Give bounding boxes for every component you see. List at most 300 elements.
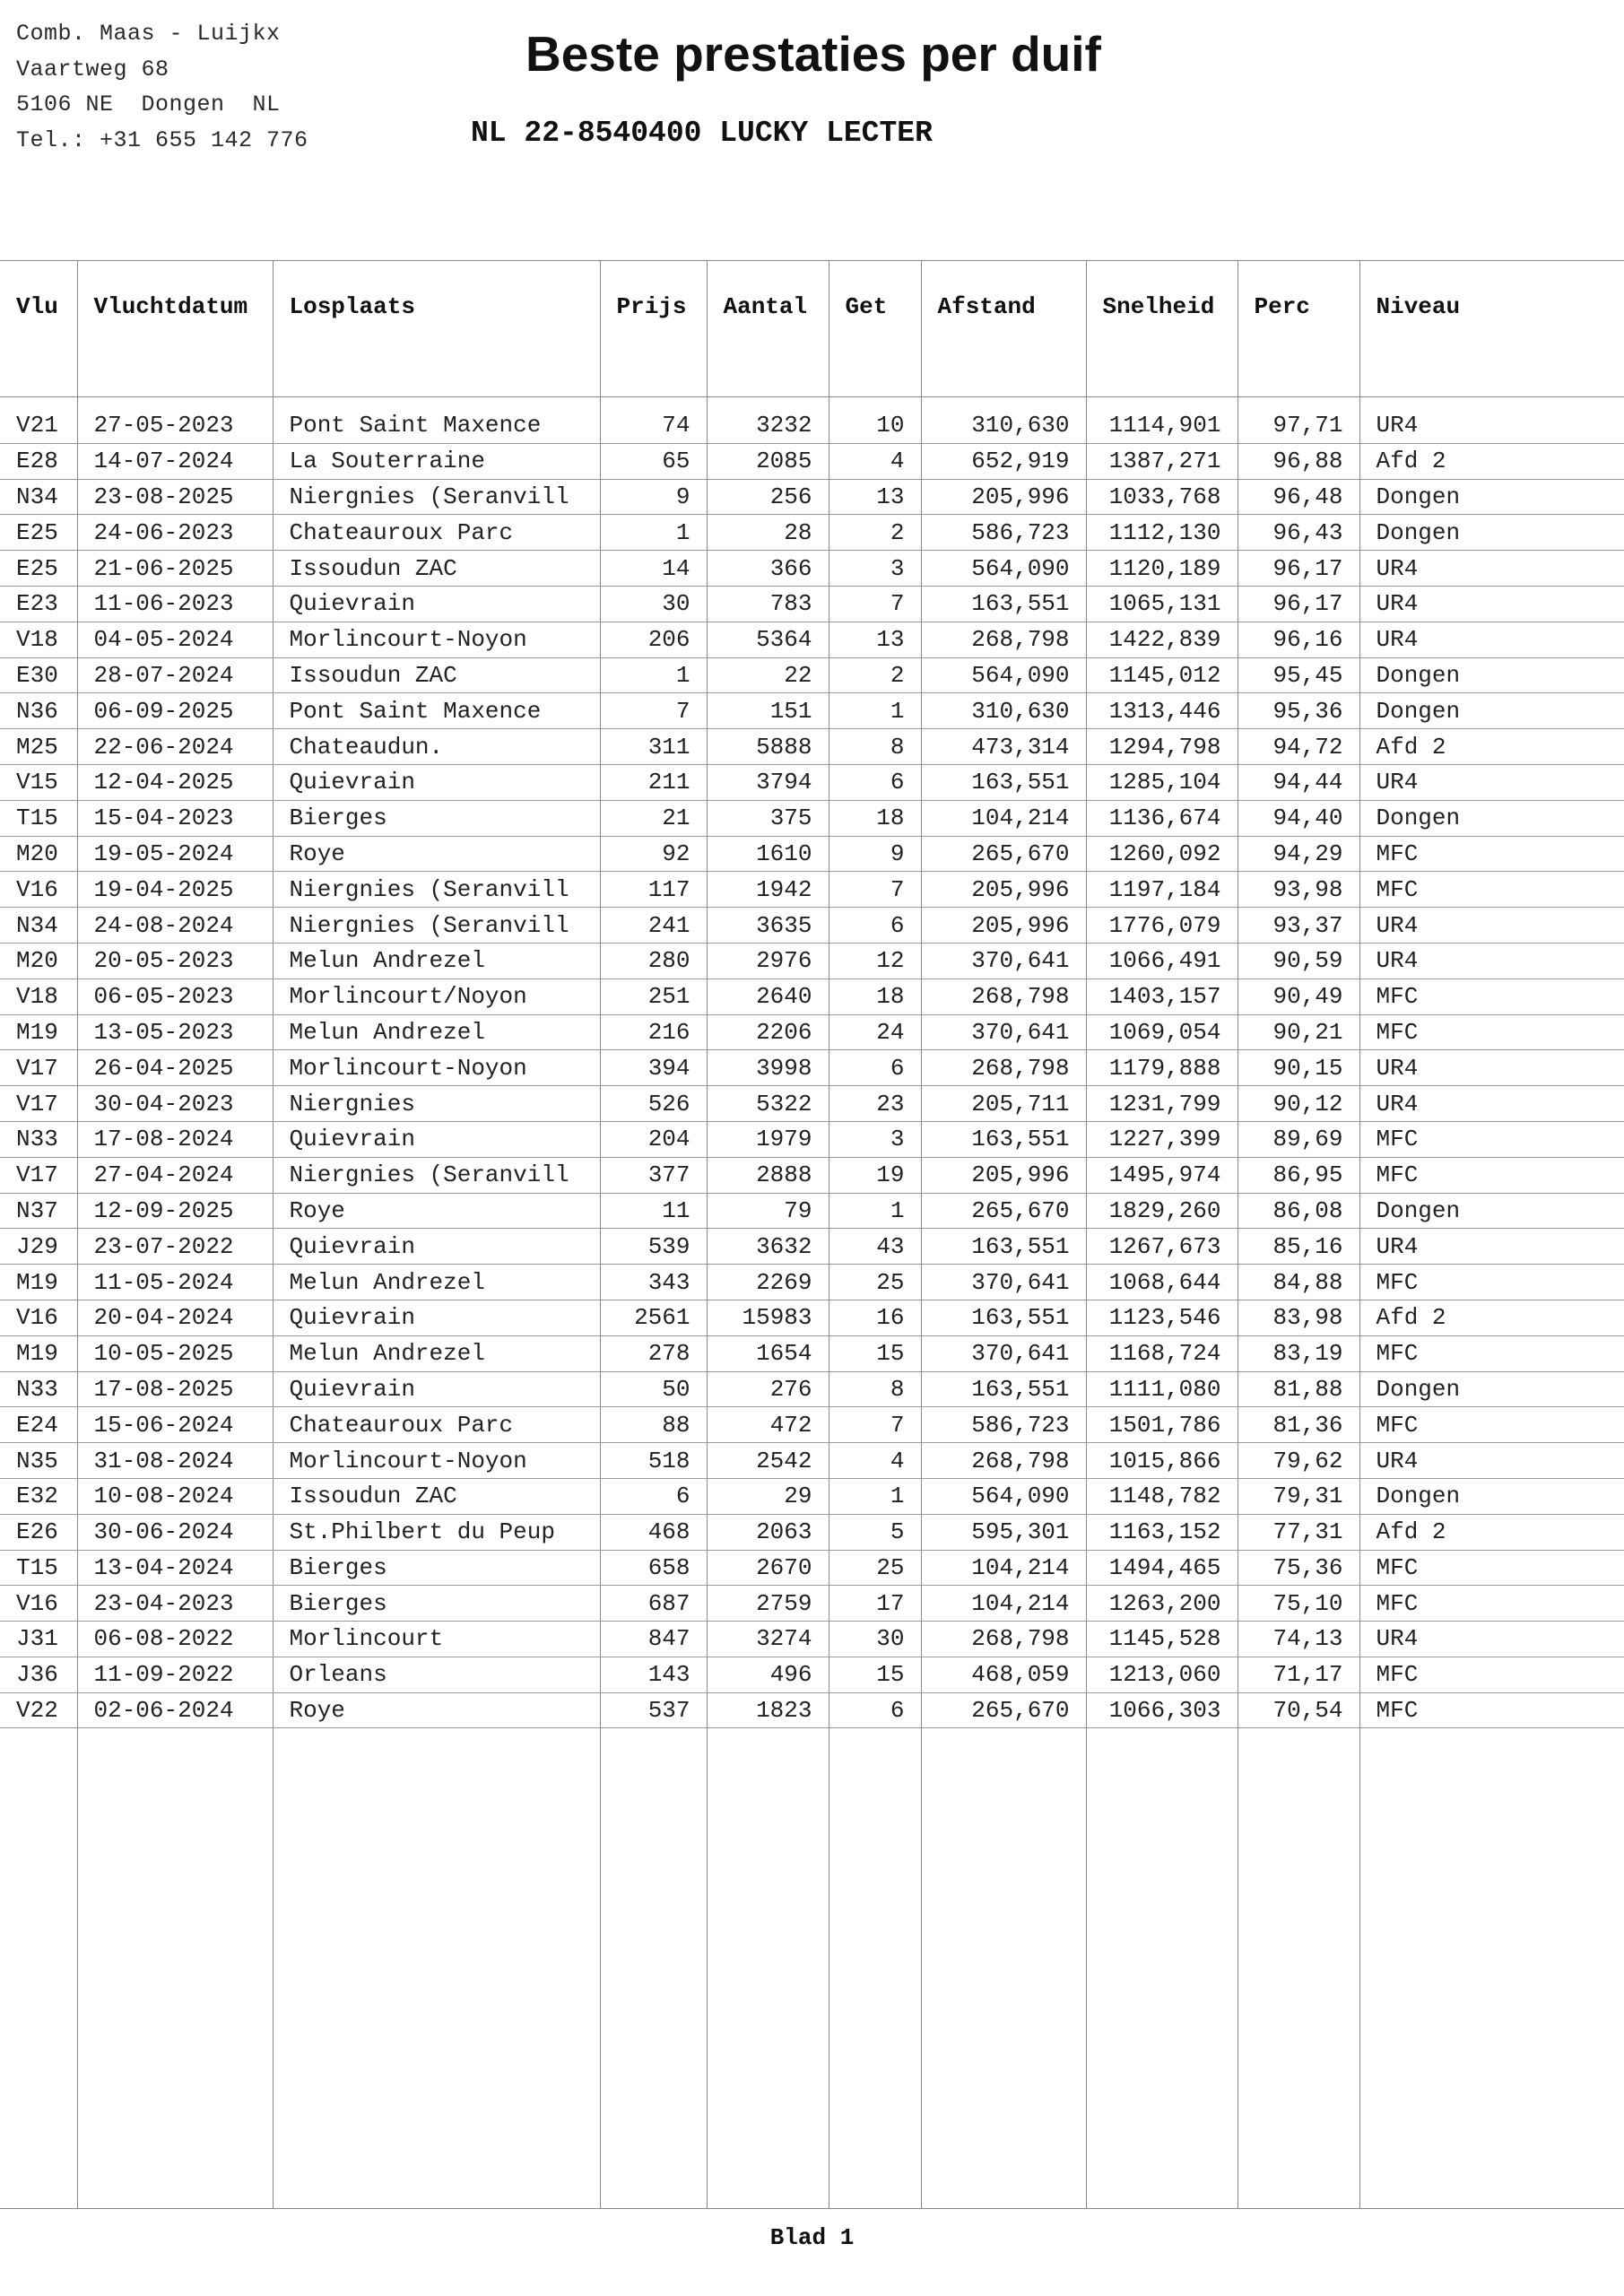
performance-table bbox=[0, 260, 1624, 2209]
cell-get: 9 bbox=[829, 836, 921, 872]
cell-perc: 75,10 bbox=[1238, 1586, 1359, 1622]
table-row bbox=[0, 1335, 1624, 1371]
table-row bbox=[0, 622, 1624, 657]
table-row bbox=[0, 729, 1624, 765]
cell-prijs: 518 bbox=[600, 1443, 707, 1479]
cell-afstand: 265,670 bbox=[921, 836, 1086, 872]
table-row bbox=[0, 1193, 1624, 1229]
cell-vlu: M20 bbox=[0, 943, 77, 978]
cell-niveau: UR4 bbox=[1359, 551, 1624, 587]
cell-aantal: 5364 bbox=[707, 622, 829, 657]
cell-prijs: 50 bbox=[600, 1371, 707, 1407]
table-row bbox=[0, 943, 1624, 978]
cell-afstand: 205,711 bbox=[921, 1086, 1086, 1122]
cell-get: 1 bbox=[829, 1193, 921, 1229]
cell-aantal: 5888 bbox=[707, 729, 829, 765]
cell-losplaats: La Souterraine bbox=[273, 443, 600, 479]
cell-aantal: 28 bbox=[707, 515, 829, 551]
cell-afstand: 370,641 bbox=[921, 1265, 1086, 1300]
cell-niveau: MFC bbox=[1359, 1550, 1624, 1586]
cell-vlu: V17 bbox=[0, 1157, 77, 1193]
cell-snelheid: 1069,054 bbox=[1086, 1014, 1238, 1050]
cell-niveau: Dongen bbox=[1359, 479, 1624, 515]
cell-vlu: E24 bbox=[0, 1407, 77, 1443]
cell-losplaats: Bierges bbox=[273, 1550, 600, 1586]
cell-vlu: M19 bbox=[0, 1265, 77, 1300]
cell-niveau: UR4 bbox=[1359, 764, 1624, 800]
cell-prijs: 74 bbox=[600, 408, 707, 443]
cell-aantal: 2206 bbox=[707, 1014, 829, 1050]
cell-get: 6 bbox=[829, 764, 921, 800]
cell-snelheid: 1136,674 bbox=[1086, 800, 1238, 836]
cell-vluchtdatum: 30-06-2024 bbox=[77, 1514, 273, 1550]
cell-prijs: 847 bbox=[600, 1622, 707, 1657]
cell-vlu: V17 bbox=[0, 1086, 77, 1122]
cell-vlu: V22 bbox=[0, 1692, 77, 1728]
cell-niveau: MFC bbox=[1359, 1121, 1624, 1157]
cell-losplaats: Issoudun ZAC bbox=[273, 1478, 600, 1514]
cell-vlu: N33 bbox=[0, 1121, 77, 1157]
cell-niveau: Dongen bbox=[1359, 1478, 1624, 1514]
cell-vluchtdatum: 06-08-2022 bbox=[77, 1622, 273, 1657]
cell-prijs: 11 bbox=[600, 1193, 707, 1229]
cell-aantal: 3232 bbox=[707, 408, 829, 443]
table-row bbox=[0, 1229, 1624, 1265]
cell-prijs: 206 bbox=[600, 622, 707, 657]
cell-vlu: E25 bbox=[0, 515, 77, 551]
cell-aantal: 2976 bbox=[707, 943, 829, 978]
cell-afstand: 163,551 bbox=[921, 1121, 1086, 1157]
cell-aantal: 1979 bbox=[707, 1121, 829, 1157]
table-row bbox=[0, 1265, 1624, 1300]
cell-prijs: 2561 bbox=[600, 1300, 707, 1335]
cell-get: 4 bbox=[829, 1443, 921, 1479]
table-row bbox=[0, 1157, 1624, 1193]
cell-niveau: UR4 bbox=[1359, 943, 1624, 978]
cell-losplaats: Melun Andrezel bbox=[273, 1335, 600, 1371]
empty-filler-row bbox=[0, 1728, 1624, 2209]
cell-get: 8 bbox=[829, 729, 921, 765]
cell-snelheid: 1111,080 bbox=[1086, 1371, 1238, 1407]
cell-vluchtdatum: 04-05-2024 bbox=[77, 622, 273, 657]
cell-losplaats: St.Philbert du Peup bbox=[273, 1514, 600, 1550]
table-row bbox=[0, 1692, 1624, 1728]
cell-vlu: V17 bbox=[0, 1050, 77, 1086]
cell-snelheid: 1114,901 bbox=[1086, 408, 1238, 443]
table-row bbox=[0, 1300, 1624, 1335]
cell-perc: 90,15 bbox=[1238, 1050, 1359, 1086]
cell-prijs: 30 bbox=[600, 586, 707, 622]
cell-vluchtdatum: 27-04-2024 bbox=[77, 1157, 273, 1193]
cell-aantal: 2759 bbox=[707, 1586, 829, 1622]
cell-afstand: 205,996 bbox=[921, 1157, 1086, 1193]
cell-vlu: T15 bbox=[0, 800, 77, 836]
cell-losplaats: Pont Saint Maxence bbox=[273, 693, 600, 729]
cell-vluchtdatum: 02-06-2024 bbox=[77, 1692, 273, 1728]
cell-aantal: 783 bbox=[707, 586, 829, 622]
cell-niveau: Dongen bbox=[1359, 1193, 1624, 1229]
column-header-vluchtdatum: Vluchtdatum bbox=[77, 261, 273, 397]
table-row bbox=[0, 1586, 1624, 1622]
cell-vluchtdatum: 13-05-2023 bbox=[77, 1014, 273, 1050]
table-row bbox=[0, 515, 1624, 551]
cell-afstand: 473,314 bbox=[921, 729, 1086, 765]
cell-snelheid: 1313,446 bbox=[1086, 693, 1238, 729]
cell-aantal: 151 bbox=[707, 693, 829, 729]
cell-get: 15 bbox=[829, 1657, 921, 1692]
cell-losplaats: Chateauroux Parc bbox=[273, 515, 600, 551]
cell-prijs: 687 bbox=[600, 1586, 707, 1622]
cell-vluchtdatum: 20-05-2023 bbox=[77, 943, 273, 978]
cell-vlu: M19 bbox=[0, 1335, 77, 1371]
cell-get: 2 bbox=[829, 515, 921, 551]
cell-niveau: Dongen bbox=[1359, 515, 1624, 551]
cell-afstand: 163,551 bbox=[921, 1371, 1086, 1407]
cell-get: 5 bbox=[829, 1514, 921, 1550]
cell-vluchtdatum: 06-05-2023 bbox=[77, 978, 273, 1014]
cell-perc: 70,54 bbox=[1238, 1692, 1359, 1728]
cell-losplaats: Issoudun ZAC bbox=[273, 551, 600, 587]
table-row bbox=[0, 872, 1624, 908]
cell-perc: 86,08 bbox=[1238, 1193, 1359, 1229]
cell-vluchtdatum: 15-06-2024 bbox=[77, 1407, 273, 1443]
column-header-niveau: Niveau bbox=[1359, 261, 1624, 397]
cell-snelheid: 1260,092 bbox=[1086, 836, 1238, 872]
cell-snelheid: 1065,131 bbox=[1086, 586, 1238, 622]
table-row bbox=[0, 479, 1624, 515]
column-header-snelheid: Snelheid bbox=[1086, 261, 1238, 397]
cell-afstand: 564,090 bbox=[921, 551, 1086, 587]
cell-losplaats: Quievrain bbox=[273, 764, 600, 800]
cell-aantal: 29 bbox=[707, 1478, 829, 1514]
cell-niveau: MFC bbox=[1359, 1014, 1624, 1050]
cell-niveau: Afd 2 bbox=[1359, 729, 1624, 765]
column-header-get: Get bbox=[829, 261, 921, 397]
cell-get: 43 bbox=[829, 1229, 921, 1265]
cell-snelheid: 1213,060 bbox=[1086, 1657, 1238, 1692]
cell-aantal: 375 bbox=[707, 800, 829, 836]
cell-niveau: MFC bbox=[1359, 1657, 1624, 1692]
cell-aantal: 2640 bbox=[707, 978, 829, 1014]
cell-afstand: 564,090 bbox=[921, 657, 1086, 693]
cell-niveau: UR4 bbox=[1359, 1229, 1624, 1265]
cell-prijs: 468 bbox=[600, 1514, 707, 1550]
cell-snelheid: 1285,104 bbox=[1086, 764, 1238, 800]
table-row bbox=[0, 551, 1624, 587]
cell-afstand: 268,798 bbox=[921, 622, 1086, 657]
cell-snelheid: 1120,189 bbox=[1086, 551, 1238, 587]
cell-aantal: 256 bbox=[707, 479, 829, 515]
pigeon-id: NL 22-8540400 LUCKY LECTER bbox=[471, 117, 933, 150]
cell-perc: 94,29 bbox=[1238, 836, 1359, 872]
cell-vlu: E32 bbox=[0, 1478, 77, 1514]
cell-losplaats: Pont Saint Maxence bbox=[273, 408, 600, 443]
cell-afstand: 268,798 bbox=[921, 1443, 1086, 1479]
cell-aantal: 2063 bbox=[707, 1514, 829, 1550]
cell-aantal: 15983 bbox=[707, 1300, 829, 1335]
cell-niveau: Dongen bbox=[1359, 1371, 1624, 1407]
cell-snelheid: 1145,528 bbox=[1086, 1622, 1238, 1657]
cell-vluchtdatum: 14-07-2024 bbox=[77, 443, 273, 479]
cell-niveau: UR4 bbox=[1359, 408, 1624, 443]
table-row bbox=[0, 1622, 1624, 1657]
cell-snelheid: 1501,786 bbox=[1086, 1407, 1238, 1443]
cell-vlu: V18 bbox=[0, 978, 77, 1014]
cell-snelheid: 1387,271 bbox=[1086, 443, 1238, 479]
cell-perc: 83,19 bbox=[1238, 1335, 1359, 1371]
cell-losplaats: Chateaudun. bbox=[273, 729, 600, 765]
cell-vlu: V16 bbox=[0, 1300, 77, 1335]
cell-snelheid: 1494,465 bbox=[1086, 1550, 1238, 1586]
cell-losplaats: Morlincourt-Noyon bbox=[273, 622, 600, 657]
cell-prijs: 204 bbox=[600, 1121, 707, 1157]
cell-prijs: 241 bbox=[600, 908, 707, 944]
cell-prijs: 65 bbox=[600, 443, 707, 479]
cell-perc: 79,31 bbox=[1238, 1478, 1359, 1514]
cell-snelheid: 1015,866 bbox=[1086, 1443, 1238, 1479]
cell-niveau: UR4 bbox=[1359, 622, 1624, 657]
cell-prijs: 1 bbox=[600, 515, 707, 551]
cell-get: 12 bbox=[829, 943, 921, 978]
cell-niveau: UR4 bbox=[1359, 1443, 1624, 1479]
cell-afstand: 265,670 bbox=[921, 1692, 1086, 1728]
cell-snelheid: 1123,546 bbox=[1086, 1300, 1238, 1335]
cell-losplaats: Roye bbox=[273, 1193, 600, 1229]
cell-aantal: 496 bbox=[707, 1657, 829, 1692]
cell-losplaats: Issoudun ZAC bbox=[273, 657, 600, 693]
cell-niveau: Afd 2 bbox=[1359, 1514, 1624, 1550]
cell-snelheid: 1263,200 bbox=[1086, 1586, 1238, 1622]
cell-vluchtdatum: 10-08-2024 bbox=[77, 1478, 273, 1514]
cell-vlu: V16 bbox=[0, 872, 77, 908]
cell-losplaats: Morlincourt bbox=[273, 1622, 600, 1657]
cell-perc: 93,37 bbox=[1238, 908, 1359, 944]
table-row bbox=[0, 1014, 1624, 1050]
cell-aantal: 2085 bbox=[707, 443, 829, 479]
cell-get: 10 bbox=[829, 408, 921, 443]
cell-aantal: 5322 bbox=[707, 1086, 829, 1122]
cell-prijs: 14 bbox=[600, 551, 707, 587]
cell-perc: 90,59 bbox=[1238, 943, 1359, 978]
cell-snelheid: 1163,152 bbox=[1086, 1514, 1238, 1550]
cell-aantal: 3632 bbox=[707, 1229, 829, 1265]
cell-snelheid: 1267,673 bbox=[1086, 1229, 1238, 1265]
page-title: Beste prestaties per duif bbox=[525, 26, 1101, 82]
table-header-row bbox=[0, 261, 1624, 397]
cell-get: 16 bbox=[829, 1300, 921, 1335]
cell-losplaats: Quievrain bbox=[273, 1371, 600, 1407]
cell-vlu: N36 bbox=[0, 693, 77, 729]
address-line: Tel.: +31 655 142 776 bbox=[16, 126, 308, 153]
cell-snelheid: 1422,839 bbox=[1086, 622, 1238, 657]
cell-snelheid: 1231,799 bbox=[1086, 1086, 1238, 1122]
cell-get: 6 bbox=[829, 1050, 921, 1086]
cell-prijs: 658 bbox=[600, 1550, 707, 1586]
cell-vlu: N34 bbox=[0, 479, 77, 515]
cell-vlu: M25 bbox=[0, 729, 77, 765]
cell-losplaats: Niergnies (Seranvill bbox=[273, 1157, 600, 1193]
cell-vluchtdatum: 19-04-2025 bbox=[77, 872, 273, 908]
cell-vluchtdatum: 11-05-2024 bbox=[77, 1265, 273, 1300]
cell-get: 4 bbox=[829, 443, 921, 479]
cell-snelheid: 1179,888 bbox=[1086, 1050, 1238, 1086]
cell-perc: 89,69 bbox=[1238, 1121, 1359, 1157]
table-row bbox=[0, 978, 1624, 1014]
cell-aantal: 2888 bbox=[707, 1157, 829, 1193]
cell-losplaats: Melun Andrezel bbox=[273, 1265, 600, 1300]
cell-aantal: 276 bbox=[707, 1371, 829, 1407]
cell-niveau: MFC bbox=[1359, 1586, 1624, 1622]
cell-afstand: 310,630 bbox=[921, 408, 1086, 443]
cell-aantal: 3998 bbox=[707, 1050, 829, 1086]
cell-snelheid: 1068,644 bbox=[1086, 1265, 1238, 1300]
cell-perc: 94,40 bbox=[1238, 800, 1359, 836]
cell-vluchtdatum: 19-05-2024 bbox=[77, 836, 273, 872]
cell-niveau: UR4 bbox=[1359, 908, 1624, 944]
cell-prijs: 92 bbox=[600, 836, 707, 872]
cell-afstand: 586,723 bbox=[921, 1407, 1086, 1443]
cell-prijs: 143 bbox=[600, 1657, 707, 1692]
cell-get: 6 bbox=[829, 908, 921, 944]
cell-afstand: 205,996 bbox=[921, 479, 1086, 515]
cell-prijs: 211 bbox=[600, 764, 707, 800]
cell-losplaats: Melun Andrezel bbox=[273, 1014, 600, 1050]
cell-vlu: M20 bbox=[0, 836, 77, 872]
table-row bbox=[0, 764, 1624, 800]
cell-get: 1 bbox=[829, 693, 921, 729]
table-row bbox=[0, 1086, 1624, 1122]
cell-aantal: 366 bbox=[707, 551, 829, 587]
cell-aantal: 1610 bbox=[707, 836, 829, 872]
cell-aantal: 2542 bbox=[707, 1443, 829, 1479]
cell-snelheid: 1197,184 bbox=[1086, 872, 1238, 908]
cell-aantal: 3635 bbox=[707, 908, 829, 944]
cell-get: 23 bbox=[829, 1086, 921, 1122]
cell-get: 7 bbox=[829, 586, 921, 622]
cell-afstand: 104,214 bbox=[921, 800, 1086, 836]
table-row bbox=[0, 1657, 1624, 1692]
cell-losplaats: Niergnies (Seranvill bbox=[273, 872, 600, 908]
cell-vluchtdatum: 20-04-2024 bbox=[77, 1300, 273, 1335]
table-row bbox=[0, 836, 1624, 872]
cell-niveau: MFC bbox=[1359, 978, 1624, 1014]
cell-niveau: UR4 bbox=[1359, 586, 1624, 622]
cell-prijs: 117 bbox=[600, 872, 707, 908]
cell-get: 18 bbox=[829, 800, 921, 836]
cell-vlu: N35 bbox=[0, 1443, 77, 1479]
table-row bbox=[0, 1371, 1624, 1407]
address-line: Comb. Maas - Luijkx bbox=[16, 21, 281, 47]
table-row bbox=[0, 1121, 1624, 1157]
cell-perc: 96,17 bbox=[1238, 586, 1359, 622]
cell-losplaats: Morlincourt-Noyon bbox=[273, 1050, 600, 1086]
cell-snelheid: 1145,012 bbox=[1086, 657, 1238, 693]
cell-vluchtdatum: 11-06-2023 bbox=[77, 586, 273, 622]
cell-losplaats: Chateauroux Parc bbox=[273, 1407, 600, 1443]
cell-get: 8 bbox=[829, 1371, 921, 1407]
cell-losplaats: Roye bbox=[273, 836, 600, 872]
cell-vlu: V18 bbox=[0, 622, 77, 657]
cell-losplaats: Quievrain bbox=[273, 586, 600, 622]
cell-snelheid: 1148,782 bbox=[1086, 1478, 1238, 1514]
cell-afstand: 468,059 bbox=[921, 1657, 1086, 1692]
cell-niveau: MFC bbox=[1359, 1407, 1624, 1443]
cell-vluchtdatum: 21-06-2025 bbox=[77, 551, 273, 587]
cell-perc: 97,71 bbox=[1238, 408, 1359, 443]
cell-niveau: MFC bbox=[1359, 836, 1624, 872]
cell-afstand: 595,301 bbox=[921, 1514, 1086, 1550]
cell-vlu: J36 bbox=[0, 1657, 77, 1692]
address-line: Vaartweg 68 bbox=[16, 56, 169, 83]
cell-aantal: 1823 bbox=[707, 1692, 829, 1728]
cell-afstand: 310,630 bbox=[921, 693, 1086, 729]
cell-vlu: V21 bbox=[0, 408, 77, 443]
cell-perc: 96,16 bbox=[1238, 622, 1359, 657]
cell-snelheid: 1227,399 bbox=[1086, 1121, 1238, 1157]
cell-get: 2 bbox=[829, 657, 921, 693]
cell-afstand: 586,723 bbox=[921, 515, 1086, 551]
cell-vlu: N37 bbox=[0, 1193, 77, 1229]
cell-vluchtdatum: 17-08-2024 bbox=[77, 1121, 273, 1157]
cell-perc: 95,36 bbox=[1238, 693, 1359, 729]
cell-snelheid: 1168,724 bbox=[1086, 1335, 1238, 1371]
cell-aantal: 2670 bbox=[707, 1550, 829, 1586]
cell-losplaats: Niergnies (Seranvill bbox=[273, 908, 600, 944]
cell-vlu: E28 bbox=[0, 443, 77, 479]
table-row bbox=[0, 693, 1624, 729]
cell-vluchtdatum: 11-09-2022 bbox=[77, 1657, 273, 1692]
cell-vlu: J29 bbox=[0, 1229, 77, 1265]
cell-afstand: 268,798 bbox=[921, 1050, 1086, 1086]
cell-afstand: 163,551 bbox=[921, 586, 1086, 622]
cell-niveau: Afd 2 bbox=[1359, 443, 1624, 479]
cell-afstand: 205,996 bbox=[921, 872, 1086, 908]
cell-losplaats: Morlincourt-Noyon bbox=[273, 1443, 600, 1479]
cell-afstand: 268,798 bbox=[921, 1622, 1086, 1657]
cell-afstand: 205,996 bbox=[921, 908, 1086, 944]
cell-vlu: T15 bbox=[0, 1550, 77, 1586]
cell-prijs: 21 bbox=[600, 800, 707, 836]
table-row bbox=[0, 657, 1624, 693]
cell-get: 3 bbox=[829, 551, 921, 587]
cell-perc: 90,21 bbox=[1238, 1014, 1359, 1050]
cell-vluchtdatum: 24-06-2023 bbox=[77, 515, 273, 551]
cell-snelheid: 1033,768 bbox=[1086, 479, 1238, 515]
cell-losplaats: Morlincourt/Noyon bbox=[273, 978, 600, 1014]
cell-prijs: 537 bbox=[600, 1692, 707, 1728]
table-row bbox=[0, 1550, 1624, 1586]
cell-prijs: 343 bbox=[600, 1265, 707, 1300]
cell-vluchtdatum: 24-08-2024 bbox=[77, 908, 273, 944]
cell-vluchtdatum: 30-04-2023 bbox=[77, 1086, 273, 1122]
cell-prijs: 216 bbox=[600, 1014, 707, 1050]
cell-get: 25 bbox=[829, 1550, 921, 1586]
cell-get: 13 bbox=[829, 479, 921, 515]
cell-losplaats: Niergnies bbox=[273, 1086, 600, 1122]
cell-snelheid: 1776,079 bbox=[1086, 908, 1238, 944]
cell-snelheid: 1403,157 bbox=[1086, 978, 1238, 1014]
spacer-row bbox=[0, 397, 1624, 409]
cell-perc: 81,88 bbox=[1238, 1371, 1359, 1407]
cell-niveau: UR4 bbox=[1359, 1086, 1624, 1122]
column-header-losplaats: Losplaats bbox=[273, 261, 600, 397]
cell-vlu: M19 bbox=[0, 1014, 77, 1050]
cell-afstand: 265,670 bbox=[921, 1193, 1086, 1229]
cell-vlu: E26 bbox=[0, 1514, 77, 1550]
cell-aantal: 79 bbox=[707, 1193, 829, 1229]
cell-perc: 79,62 bbox=[1238, 1443, 1359, 1479]
cell-afstand: 370,641 bbox=[921, 1335, 1086, 1371]
